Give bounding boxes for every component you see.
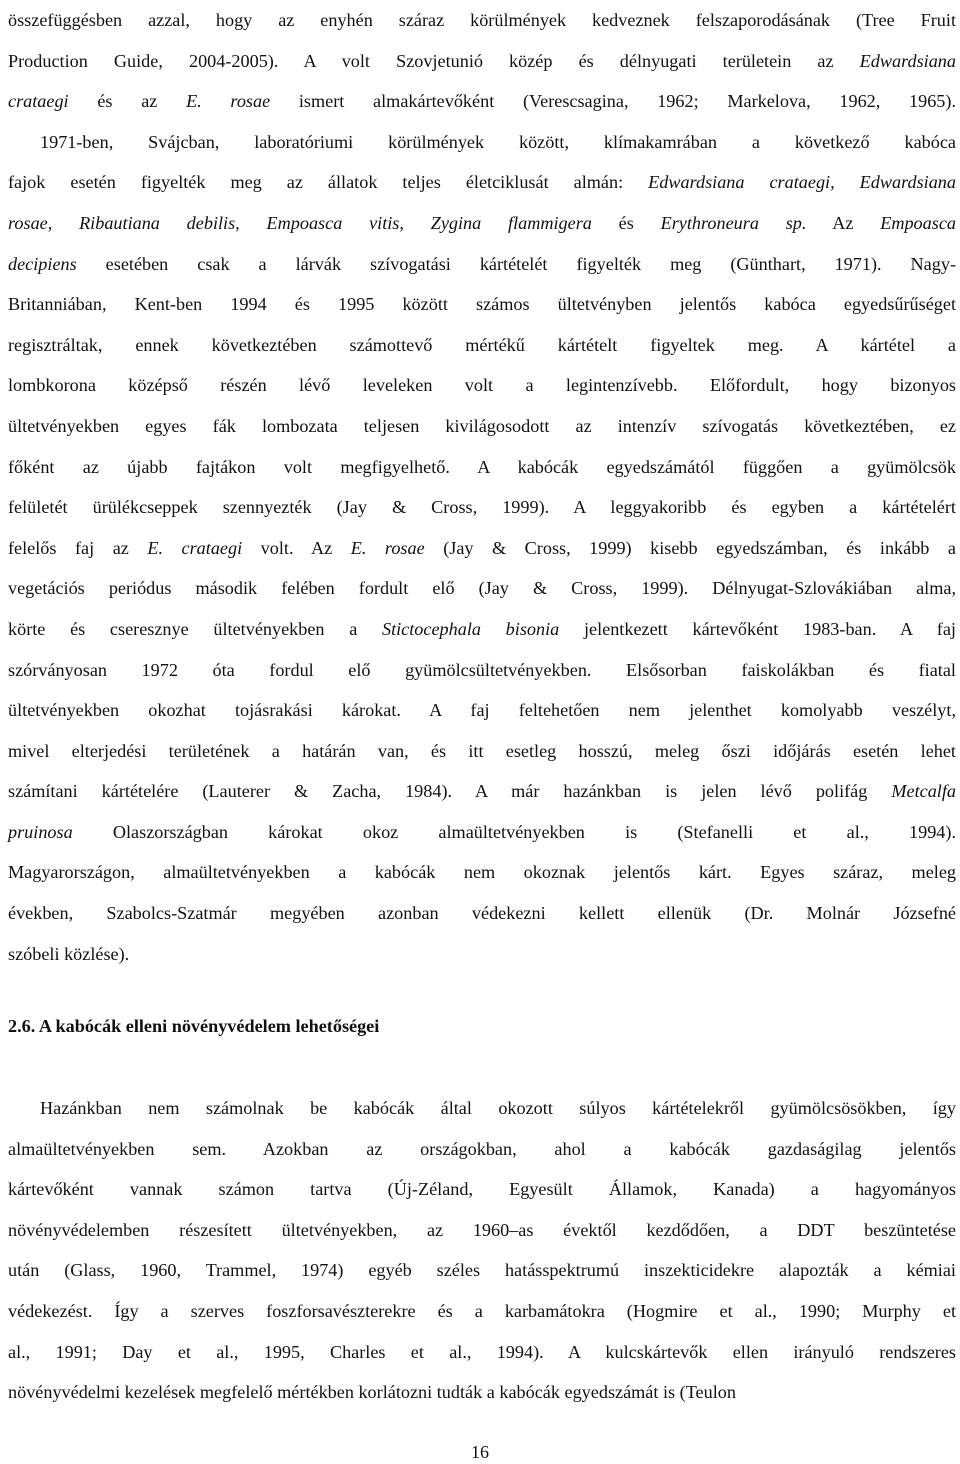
- italic-species-name: E. rosae: [186, 91, 271, 112]
- text-run: szórványosan 1972 óta fordul elő gyümölcsültetvényekben. Elsősorban faiskolákban és fiatal: [8, 659, 956, 680]
- text-line: [8, 1169, 956, 1210]
- text-run: felületét ürülékcseppek szennyezték (Jay & Cross, 1999). A leggyakoribb és egyben a kártételért: [8, 497, 956, 518]
- text-line: [8, 41, 956, 82]
- page-number: 16: [471, 1442, 489, 1462]
- text-run: és: [591, 212, 661, 233]
- text-run: után (Glass, 1960, Trammel, 1974) egyéb széles hatásspektrumú inszekticidekre alapozták a kémiai: [8, 1260, 956, 1281]
- italic-species-name: decipiens: [8, 253, 77, 274]
- text-line: [8, 1088, 956, 1129]
- text-run: Olaszországban károkat okoz almaültetvényekben is (Stefanelli et al., 1994).: [72, 821, 956, 842]
- text-run: volt. Az: [242, 537, 351, 558]
- italic-species-name: E. crataegi: [147, 537, 243, 558]
- text-run: Britanniában, Kent-ben 1994 és 1995 között számos ültetvényben jelentős kabóca egyedsűrűséget: [8, 294, 956, 315]
- italic-species-name: Stictocephala bisonia: [381, 618, 560, 639]
- italic-species-name: crataegi: [8, 91, 69, 112]
- text-run: ültetvényekben egyes fák lombozata teljesen kivilágosodott az intenzív szívogatás következtében, ez: [8, 415, 956, 436]
- italic-species-name: Edwardsiana crataegi, Edwardsiana: [648, 172, 956, 193]
- text-run: esetében csak a lárvák szívogatási kártételét figyelték meg (Günthart, 1971). Nagy-: [76, 253, 956, 274]
- text-line: [8, 406, 956, 447]
- text-run: főként az újabb fajtákon volt megfigyelhető. A kabócák egyedszámától függően a gyümölcsök: [8, 456, 956, 477]
- text-run: (Jay & Cross, 1999) kisebb egyedszámban, és inkább a: [424, 537, 956, 558]
- text-line: [8, 447, 956, 488]
- text-line: [8, 487, 956, 528]
- text-line: [8, 365, 956, 406]
- text-line: [8, 0, 956, 41]
- text-line: [8, 1250, 956, 1291]
- italic-species-name: pruinosa: [8, 821, 73, 842]
- text-line: [8, 244, 956, 285]
- text-line: [8, 1332, 956, 1373]
- text-run: növényvédelmi kezelések megfelelő mértékben korlátozni tudták a kabócák egyedszámát is (Teulon: [8, 1382, 736, 1403]
- text-line: [8, 609, 956, 650]
- section-number: 2.6.: [8, 1016, 36, 1036]
- text-run: lombkorona középső részén lévő leveleken volt a legintenzívebb. Előfordult, hogy bizonyos: [8, 375, 956, 396]
- text-line: [8, 731, 956, 772]
- text-line: [8, 568, 956, 609]
- text-run: kártevőként vannak számon tartva (Új-Zéland, Egyesült Államok, Kanada) a hagyományos: [8, 1179, 956, 1200]
- text-run: és az: [68, 91, 187, 112]
- italic-species-name: rosae, Ribautiana debilis, Empoasca vitis, Zygina flammigera: [8, 212, 592, 233]
- section-heading: [8, 1012, 379, 1040]
- text-run: almaültetvényekben sem. Azokban az országokban, ahol a kabócák gazdaságilag jelentős: [8, 1138, 956, 1159]
- text-run: számítani kártételére (Lauterer & Zacha, 1984). A már hazánkban is jelen lévő polifág: [8, 781, 892, 802]
- text-run: al., 1991; Day et al., 1995, Charles et al., 1994). A kulcskártevők ellen irányuló rendszeres: [8, 1341, 956, 1362]
- text-line: [8, 284, 956, 325]
- italic-species-name: Metcalfa: [891, 781, 956, 802]
- text-line: [8, 325, 956, 366]
- text-line: [8, 690, 956, 731]
- text-run: körte és cseresznye ültetvényekben a: [8, 618, 382, 639]
- italic-species-name: E. rosae: [350, 537, 425, 558]
- text-run: növényvédelemben részesített ültetvényekben, az 1960–as évektől kezdődően, a DDT beszüntetése: [8, 1219, 956, 1240]
- text-line: [8, 81, 956, 122]
- text-line: [8, 162, 956, 203]
- text-run: Az: [806, 212, 881, 233]
- text-run: jelentkezett kártevőként 1983-ban. A faj: [559, 618, 956, 639]
- text-run: összefüggésben azzal, hogy az enyhén száraz körülmények kedveznek felszaporodásának (Tree Fruit: [8, 10, 956, 30]
- text-run: szóbeli közlése).: [8, 943, 130, 964]
- text-run: felelős faj az: [8, 537, 148, 558]
- text-line: [8, 771, 956, 812]
- text-run: regisztráltak, ennek következtében számottevő mértékű kártételt figyeltek meg. A kártétel a: [8, 334, 956, 355]
- text-line: [8, 528, 956, 569]
- text-run: Hazánkban nem számolnak be kabócák által okozott súlyos kártételekről gyümölcsösökben, így: [40, 1098, 956, 1118]
- body-paragraph-2: [8, 1088, 956, 1413]
- italic-species-name: Empoasca: [880, 212, 956, 233]
- text-run: védekezést. Így a szerves foszforsavészterekre és a karbamátokra (Hogmire et al., 1990; Murphy et: [8, 1300, 956, 1321]
- text-run: fajok esetén figyelték meg az állatok teljes életciklusát almán:: [8, 172, 649, 193]
- italic-species-name: Edwardsiana: [859, 50, 956, 71]
- text-line: [8, 893, 956, 934]
- text-line: [8, 852, 956, 893]
- text-line: [8, 203, 956, 244]
- body-paragraph-1: [8, 0, 956, 974]
- text-line: [8, 122, 956, 163]
- text-run: ismert almakártevőként (Verescsagina, 1962; Markelova, 1962, 1965).: [270, 91, 956, 112]
- text-line: [8, 1291, 956, 1332]
- text-line: [8, 1210, 956, 1251]
- text-line: [8, 1372, 956, 1413]
- text-run: vegetációs periódus második felében fordult elő (Jay & Cross, 1999). Délnyugat-Szlovákiában alma,: [8, 578, 956, 599]
- text-run: években, Szabolcs-Szatmár megyében azonban védekezni kellett ellenük (Dr. Molnár Józsefné: [8, 903, 956, 924]
- text-run: 1971-ben, Svájcban, laboratóriumi körülmények között, klímakamrában a következő kabóca: [40, 131, 956, 152]
- text-run: Production Guide, 2004-2005). A volt Szovjetunió közép és délnyugati területein az: [8, 50, 860, 71]
- text-line: [8, 934, 956, 975]
- text-run: Magyarországon, almaültetvényekben a kabócák nem okoznak jelentős kárt. Egyes száraz, meleg: [8, 862, 956, 883]
- section-title: A kabócák elleni növényvédelem lehetőségei: [38, 1016, 380, 1036]
- text-line: [8, 650, 956, 691]
- text-line: [8, 812, 956, 853]
- text-run: mivel elterjedési területének a határán van, és itt esetleg hosszú, meleg őszi időjárás esetén lehet: [8, 740, 956, 761]
- text-line: [8, 1129, 956, 1170]
- text-run: ültetvényekben okozhat tojásrakási károkat. A faj feltehetően nem jelenthet komolyabb veszélyt,: [8, 700, 956, 721]
- italic-species-name: Erythroneura sp.: [660, 212, 807, 233]
